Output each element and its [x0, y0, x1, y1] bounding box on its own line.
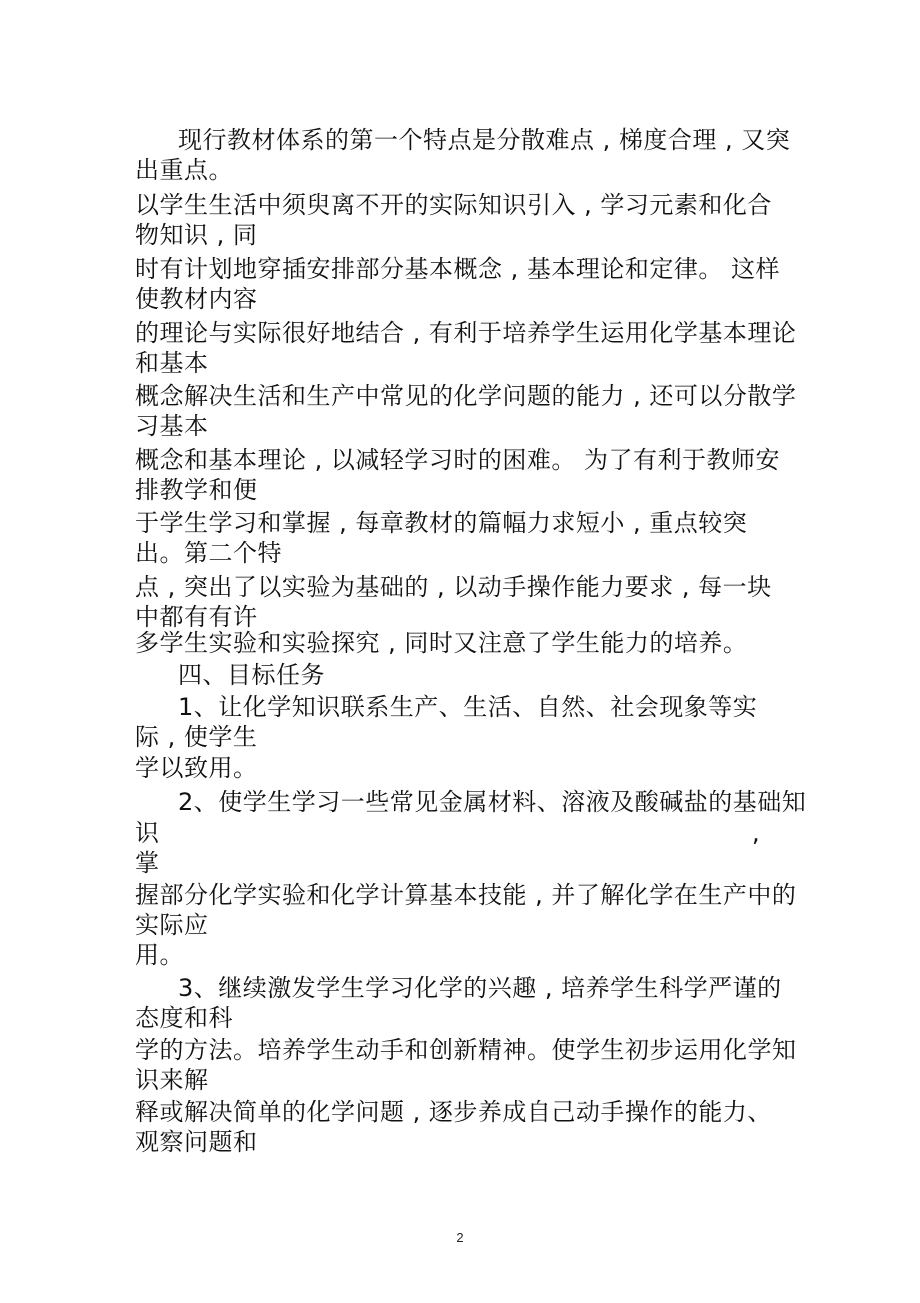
text-line: 3、继续激发学生学习化学的兴趣 , 培养学生科学严谨的 — [178, 974, 782, 1002]
text-line: 概念解决生活和生产中常见的化学问题的能力 , 还可以分散学 — [135, 382, 797, 410]
text-line: 习基本 — [135, 412, 209, 440]
text-line: 时有计划地穿插安排部分基本概念 , 基本理论和定律。 这样 — [135, 255, 781, 283]
text-line: 多学生实验和实验探究 , 同时又注意了学生能力的培养。 — [135, 629, 748, 657]
text-line: 1、让化学知识联系生产、生活、自然、社会现象等实 — [178, 693, 758, 721]
text-line: 态度和科 — [135, 1004, 233, 1032]
text-line: 使教材内容 — [135, 285, 258, 313]
text-line: 于学生学习和掌握 , 每章教材的篇幅力求短小 , 重点较突 — [135, 509, 748, 537]
text-line: 学以致用。 — [135, 754, 258, 782]
text-line: 中都有有许 — [135, 603, 258, 631]
text-line: 的理论与实际很好地结合 , 有利于培养学生运用化学基本理论 — [135, 319, 797, 347]
text-line: 际 , 使学生 — [135, 723, 258, 751]
text-line: 出重点。 — [135, 156, 233, 184]
section-heading: 四、目标任务 — [178, 661, 325, 689]
text-line: 点 , 突出了以实验为基础的 , 以动手操作能力要求 , 每一块 — [135, 573, 772, 601]
text-line: 和基本 — [135, 349, 209, 377]
text-line: 识来解 — [135, 1066, 209, 1094]
text-line: 用。 — [135, 941, 184, 969]
text-line: 掌 — [135, 849, 160, 877]
text-line: 识 — [135, 819, 160, 847]
text-line: 出。第二个特 — [135, 539, 282, 567]
text-line: 释或解决简单的化学问题 , 逐步养成自己动手操作的能力、 — [135, 1098, 772, 1126]
text-line: 握部分化学实验和化学计算基本技能 , 并了解化学在生产中的 — [135, 881, 797, 909]
text-line: 以学生生活中须臾离不开的实际知识引入 , 学习元素和化合 — [135, 191, 772, 219]
text-line: 2、使学生学习一些常见金属材料、溶液及酸碱盐的基础知 — [178, 788, 807, 816]
text-line: , — [752, 819, 761, 847]
text-line: 排教学和便 — [135, 476, 258, 504]
text-line: 学的方法。培养学生动手和创新精神。使学生初步运用化学知 — [135, 1036, 797, 1064]
text-line: 概念和基本理论 , 以减轻学习时的困难。 为了有利于教师安 — [135, 446, 781, 474]
text-line: 观察问题和 — [135, 1128, 258, 1156]
text-line: 实际应 — [135, 911, 209, 939]
text-line: 现行教材体系的第一个特点是分散难点 , 梯度合理 , 又突 — [178, 126, 791, 154]
page-number: 2 — [456, 1230, 464, 1245]
text-line: 物知识 , 同 — [135, 221, 258, 249]
